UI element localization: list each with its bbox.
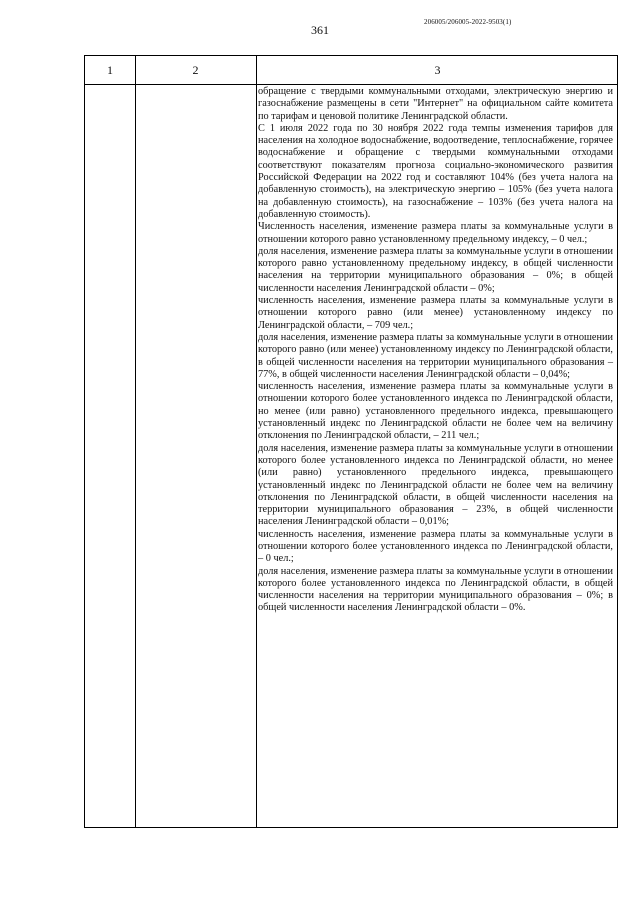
document-table bbox=[84, 55, 618, 828]
document-id: 206005/206005-2022-9503(1) bbox=[424, 18, 512, 26]
column-3-text bbox=[258, 86, 613, 615]
paragraph: численность населения, изменение размера платы за коммунальные услуги в отношении которого равно (или менее) установленному индексу по Ленинградской области, – 709 чел.; bbox=[258, 295, 613, 331]
header-divider bbox=[85, 84, 617, 85]
page-number: 361 bbox=[311, 23, 329, 37]
paragraph: обращение с твердыми коммунальными отходами, электрическую энергию и газоснабжение размещены в сети "Интернет" на официальном сайте комитета по тарифам и ценовой политике Ленинградской области. bbox=[258, 86, 613, 122]
paragraph: доля населения, изменение размера платы за коммунальные услуги в отношении которого равно установленному предельному индексу, в общей численности населения на территории муниципального образования – 0%; в общей численности населения Ленинградской области – 0%; bbox=[258, 245, 613, 294]
paragraph: С 1 июля 2022 года по 30 ноября 2022 года темпы изменения тарифов для населения на холодное водоснабжение, водоотведение, теплоснабжение, горячее водоснабжение и обращение с твердыми коммунальными отходами соответствуют показателям прогноза социально-экономического развития Российской Федерации на 2022 год и составляют 104% (без учета налога на добавленную стоимость), на электрическую энергию – 105% (без учета налога на добавленную стоимость), на газоснабжение – 103% (без учета налога на добавленную стоимость). bbox=[258, 122, 613, 220]
paragraph: доля населения, изменение размера платы за коммунальные услуги в отношении которого более установленного индекса по Ленинградской области, но менее (или равно) установленного предельного индекса, превышающего установленный индекс по Ленинградской области не более чем на величину отклонения по Ленинградской области, в общей численности населения на территории муниципального образования – 23%, в общей численности населения Ленинградской области – 0,01%; bbox=[258, 442, 613, 528]
column-divider bbox=[135, 56, 136, 827]
paragraph: Численность населения, изменение размера платы за коммунальные услуги в отношении которого равно установленному предельному индексу, – 0 чел.; bbox=[258, 221, 613, 245]
column-header-1: 1 bbox=[107, 63, 113, 77]
paragraph: доля населения, изменение размера платы за коммунальные услуги в отношении которого более установленного индекса по Ленинградской области, в общей численности населения на территории муниципального образования – 0%; в общей численности населения Ленинградской области – 0%. bbox=[258, 565, 613, 614]
column-header-3: 3 bbox=[434, 63, 441, 77]
paragraph: доля населения, изменение размера платы за коммунальные услуги в отношении которого равно (или менее) установленному индексу по Ленинградской области, в общей численности населения на территории муниципального образования – 77%, в общей численности населения Ленинградской области – 0,04%; bbox=[258, 331, 613, 380]
column-header-2: 2 bbox=[192, 63, 199, 77]
paragraph: численность населения, изменение размера платы за коммунальные услуги в отношении которого более установленного индекса по Ленинградской области, – 0 чел.; bbox=[258, 528, 613, 565]
paragraph: численность населения, изменение размера платы за коммунальные услуги в отношении которого более установленного индекса по Ленинградской области, но менее (или равно) установленного предельного индекса, превышающего установленный индекс по Ленинградской области не более чем на величину отклонения по Ленинградской области, – 211 чел.; bbox=[258, 381, 613, 442]
column-divider bbox=[256, 56, 257, 827]
